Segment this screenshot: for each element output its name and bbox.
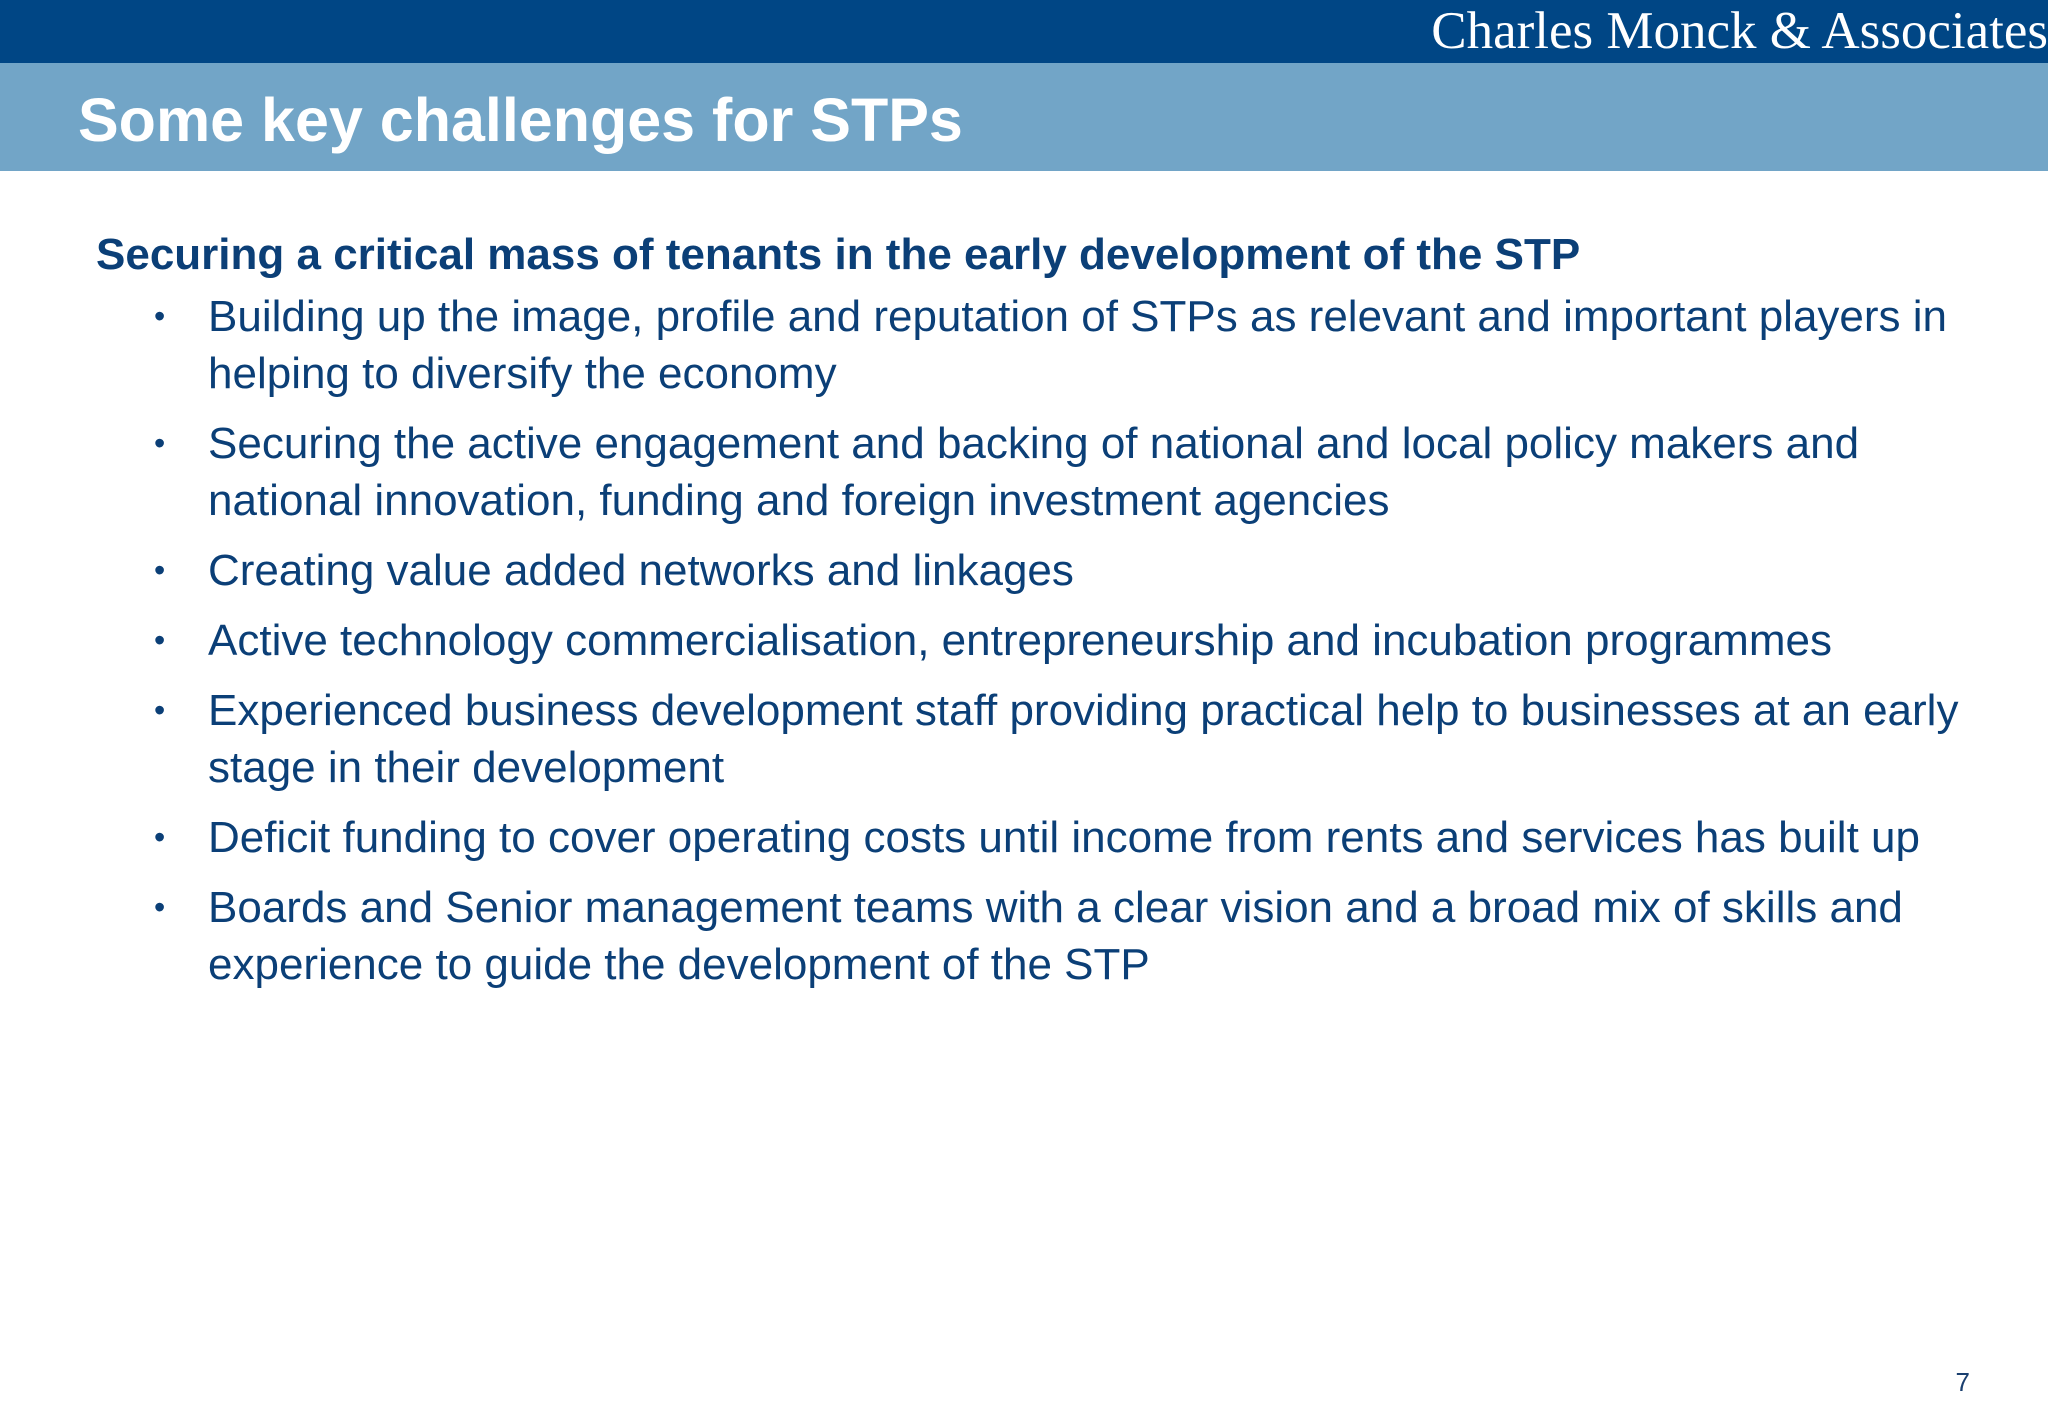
bullet-item xyxy=(96,809,1996,866)
bullet-text: Creating value added networks and linkages xyxy=(208,546,1074,595)
bullet-item xyxy=(96,288,1996,402)
bullet-dot-icon: • xyxy=(154,622,166,658)
page-title: Some key challenges for STPs xyxy=(78,86,963,154)
bullet-item xyxy=(96,415,1996,529)
bullet-text: Deficit funding to cover operating costs until income from rents and services has built up xyxy=(208,813,1920,862)
brand-name: Charles Monck & Associates xyxy=(1431,2,2048,60)
bullet-dot-icon: • xyxy=(154,425,166,461)
bullet-text: Building up the image, profile and reputation of STPs as relevant and important players in helping to diversify the economy xyxy=(208,292,1948,398)
bullet-item xyxy=(96,879,1996,993)
bullet-text: Securing the active engagement and backing of national and local policy makers and national innovation, funding and foreign investment agencies xyxy=(208,419,1860,525)
bullet-list xyxy=(96,288,1996,993)
bullet-item xyxy=(96,682,1996,796)
bullet-dot-icon: • xyxy=(154,298,166,334)
slide-number: 7 xyxy=(1955,1367,1970,1397)
bullet-text: Active technology commercialisation, entrepreneurship and incubation programmes xyxy=(208,616,1832,665)
section-heading: Securing a critical mass of tenants in the early development of the STP xyxy=(96,230,1581,279)
bullet-dot-icon: • xyxy=(154,889,166,925)
bullet-dot-icon: • xyxy=(154,819,166,855)
bullet-item xyxy=(96,542,1996,599)
bullet-dot-icon: • xyxy=(154,552,166,588)
bullet-dot-icon: • xyxy=(154,692,166,728)
slide-content xyxy=(96,222,1996,993)
bullet-text: Experienced business development staff providing practical help to businesses at an early stage in their development xyxy=(208,686,1959,792)
brand-bar xyxy=(0,0,2048,63)
bullet-text: Boards and Senior management teams with a clear vision and a broad mix of skills and experience to guide the development of the STP xyxy=(208,883,1903,989)
bullet-item xyxy=(96,612,1996,669)
